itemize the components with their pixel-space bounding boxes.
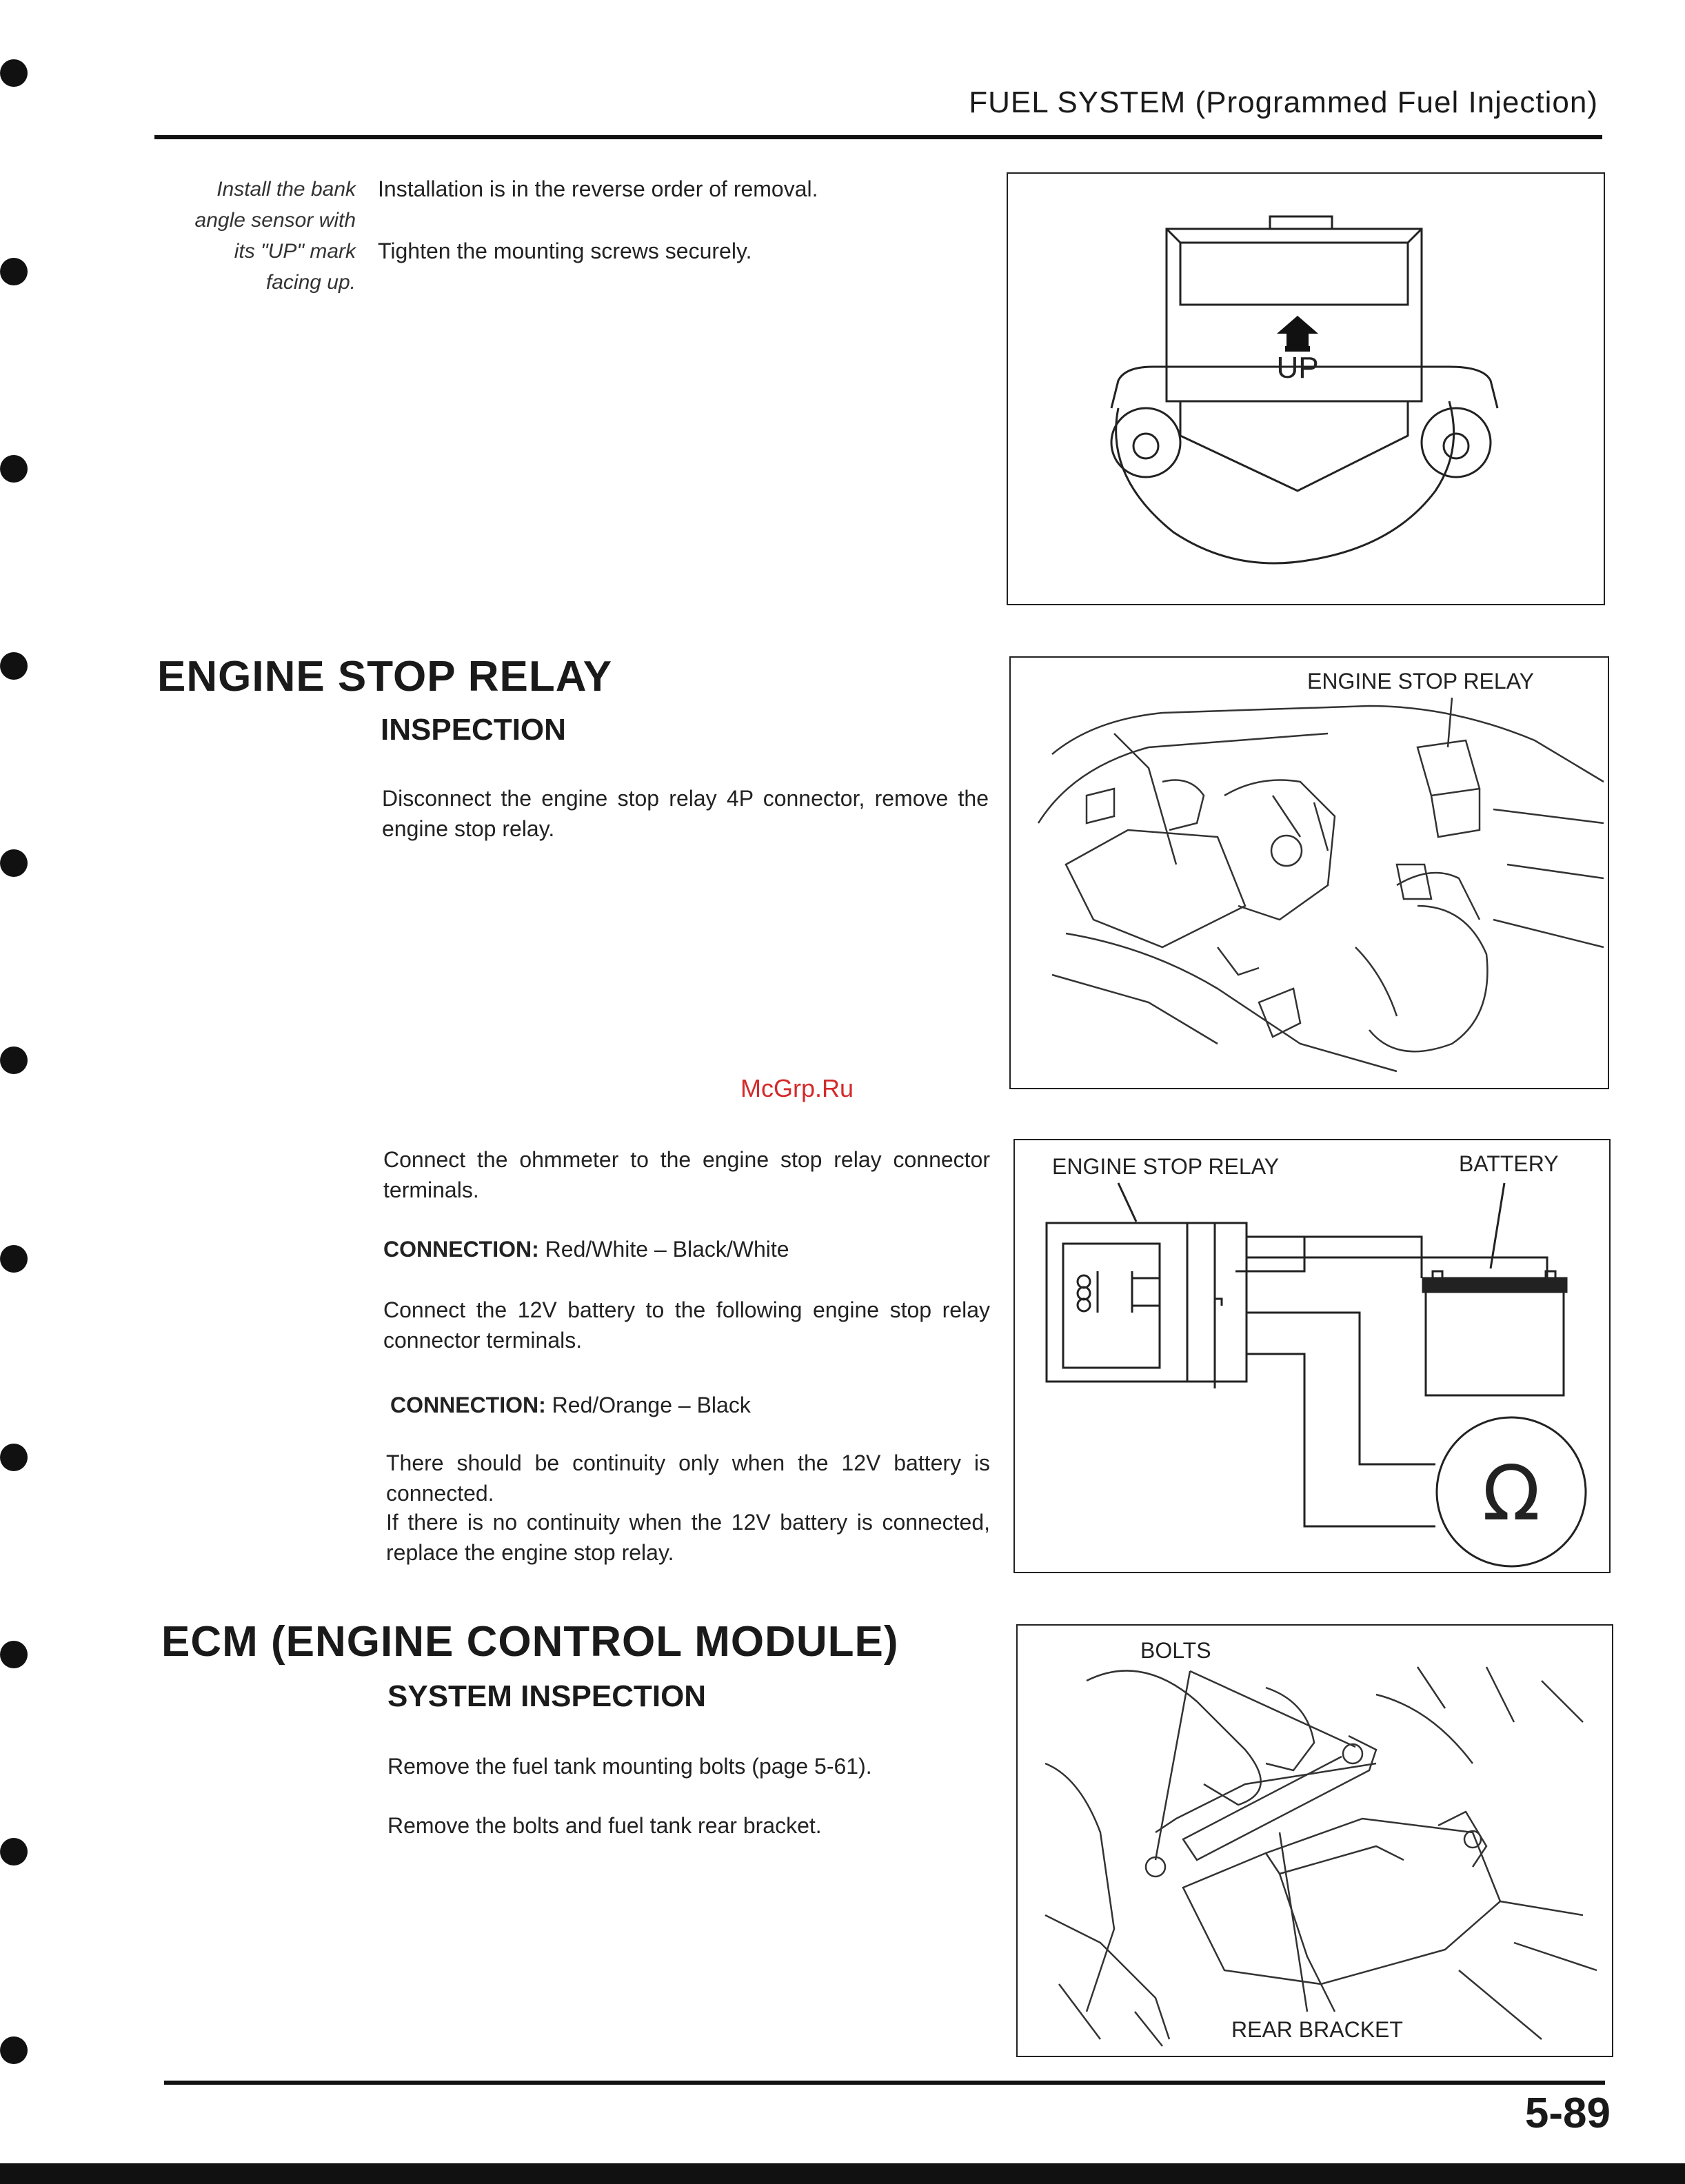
- binding-hole: [0, 258, 28, 285]
- remove-rear-bracket-paragraph: Remove the bolts and fuel tank rear bracket.: [387, 1813, 822, 1838]
- binding-hole: [0, 849, 28, 877]
- engine-stop-relay-location-figure: [1009, 656, 1609, 1089]
- side-note-line: facing up.: [265, 271, 356, 294]
- connect-battery-paragraph: Connect the 12V battery to the following engine stop relay connector terminals.: [383, 1297, 990, 1353]
- binding-hole: [0, 1046, 28, 1074]
- bolts-label: BOLTS: [1140, 1638, 1211, 1663]
- side-note-line: its "UP" mark: [234, 240, 356, 263]
- binding-hole: [0, 455, 28, 483]
- binding-hole: [0, 1245, 28, 1273]
- up-mark-label: UP: [1276, 351, 1319, 385]
- binding-hole: [0, 2036, 28, 2064]
- header-rule: [154, 135, 1602, 139]
- binding-hole: [0, 1444, 28, 1471]
- fuel-tank-bracket-figure: [1016, 1624, 1613, 2057]
- inspection-subheading: INSPECTION: [381, 713, 566, 747]
- install-instruction: Installation is in the reverse order of removal.: [378, 176, 818, 201]
- replace-relay-paragraph: If there is no continuity when the 12V battery is connected, replace the engine stop relay.: [386, 1510, 990, 1565]
- binding-hole: [0, 1641, 28, 1668]
- footer-rule: [164, 2081, 1605, 2085]
- fuel-tank-bracket-illustration: [1018, 1626, 1612, 2056]
- circuit-diagram: [1015, 1140, 1609, 1572]
- remove-mounting-bolts-paragraph: Remove the fuel tank mounting bolts (page 5-61).: [387, 1754, 872, 1779]
- disconnect-relay-paragraph: Disconnect the engine stop relay 4P connector, remove the engine stop relay.: [382, 786, 989, 841]
- connection-value: Red/Orange – Black: [545, 1393, 751, 1417]
- system-inspection-subheading: SYSTEM INSPECTION: [387, 1679, 707, 1713]
- connection-label: CONNECTION:: [390, 1393, 546, 1417]
- connection-value: Red/White – Black/White: [538, 1237, 789, 1262]
- circuit-battery-label: BATTERY: [1459, 1151, 1559, 1176]
- connect-ohmmeter-paragraph: Connect the ohmmeter to the engine stop relay connector terminals.: [383, 1147, 990, 1202]
- side-note-line: Install the bank: [216, 178, 356, 201]
- engine-stop-relay-heading: ENGINE STOP RELAY: [157, 653, 613, 700]
- side-note: [138, 174, 356, 298]
- binding-hole: [0, 652, 28, 680]
- relay-circuit-figure: [1013, 1139, 1611, 1573]
- connection-label: CONNECTION:: [383, 1237, 539, 1262]
- bank-angle-sensor-illustration: [1008, 174, 1604, 604]
- binding-hole: [0, 1838, 28, 1866]
- bank-angle-sensor-figure: [1007, 172, 1605, 605]
- binding-hole: [0, 59, 28, 87]
- continuity-paragraph: There should be continuity only when the 12V battery is connected.: [386, 1450, 990, 1506]
- watermark: McGrp.Ru: [740, 1074, 854, 1102]
- engine-stop-relay-figure-label: ENGINE STOP RELAY: [1307, 669, 1534, 694]
- scan-bottom-edge: [0, 2163, 1685, 2184]
- side-note-line: angle sensor with: [194, 209, 356, 232]
- circuit-relay-label: ENGINE STOP RELAY: [1052, 1154, 1279, 1179]
- page-number: 5-89: [1524, 2090, 1611, 2137]
- section-header-title: FUEL SYSTEM (Programmed Fuel Injection): [969, 85, 1598, 119]
- ecm-heading: ECM (ENGINE CONTROL MODULE): [161, 1618, 899, 1666]
- relay-location-illustration: [1011, 658, 1608, 1088]
- ohmmeter-symbol: Ω: [1482, 1449, 1541, 1537]
- connection-red-white: [383, 1234, 990, 1264]
- rear-bracket-label: REAR BRACKET: [1231, 2017, 1403, 2042]
- connection-red-orange: [390, 1390, 997, 1420]
- tighten-instruction: Tighten the mounting screws securely.: [378, 239, 752, 263]
